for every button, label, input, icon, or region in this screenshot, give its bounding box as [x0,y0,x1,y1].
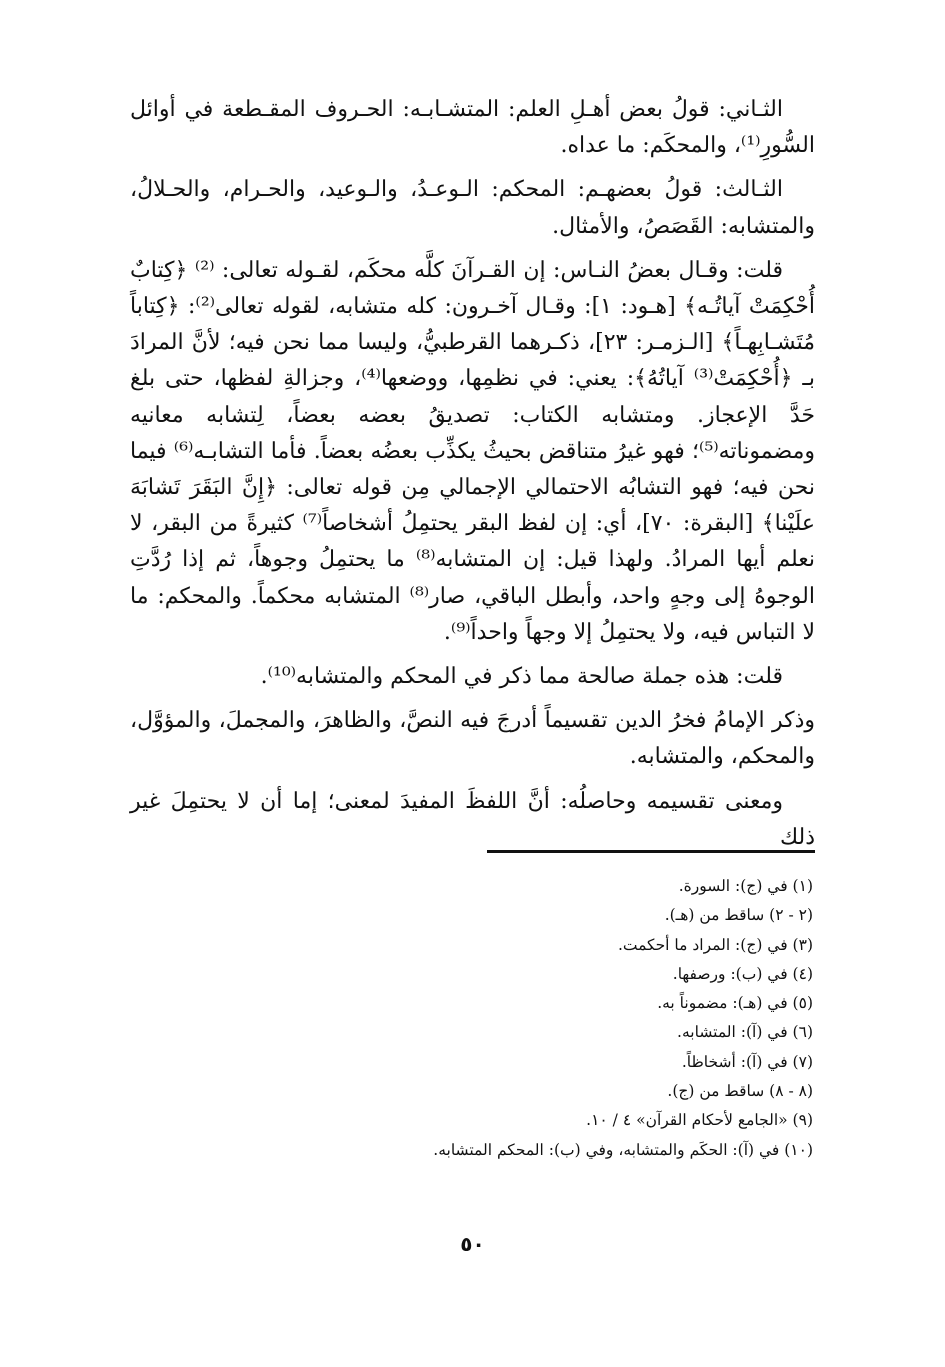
footnote-item: (٩) «الجامع لأحكام القرآن» ٤ / ١٠. [586,1111,813,1130]
footnote-item: (٨ - ٨) ساقط من (ج). [667,1082,813,1101]
footnote-separator [487,850,815,853]
paragraph-third-view: الثـالث: قولُ بعضهـم: المحكم: الـوعـدُ، والـوعيد، والحـرام، والحـلالُ، والمتشابه: القَصَصُ، والأمثال. [130,177,815,239]
main-text [130,92,815,864]
paragraph-division-meaning: ومعنى تقسيمه وحاصلُه: أنَّ اللفظَ المفيدَ لمعنى؛ إما أن لا يحتمِلَ غير ذلك [130,788,815,850]
page-number: ٥٠ [460,1232,485,1256]
footnote-item: (٧) في (آ): أشخاظاً. [681,1052,813,1071]
footnotes-list [123,872,813,1165]
footnote-item: (٣) في (ج): المراد ما أحكمت. [617,935,813,954]
footnote-item: (٦) في (آ): المتشابه. [677,1023,813,1042]
footnote-item: (٥) في (هـ): مضموناً به. [657,994,813,1013]
footnote-item: (٢ - ٢) ساقط من (هـ). [664,906,813,925]
paragraph-second-view: الثـاني: قولُ بعض أهـلِ العلم: المتشـابـه: الحـروف المقـطعة في أوائل السُّورِ⁽¹⁾، والمحكَم: ما عداه. [130,97,815,159]
paragraph-summary: قلت: هذه جملة صالحة مما ذكر في المحكم والمتشابه⁽¹⁰⁾. [260,664,783,690]
footnote-item: (١) في (ج): السورة. [678,877,813,895]
paragraph-fakhr-al-din: وذكر الإمامُ فخرُ الدين تقسيماً أدرجَ فيه النصَّ، والظاهرَ، والمجملَ، والمؤوَّل، والمحكم، والمتشابه. [130,708,815,770]
footnote-item: (١٠) في (آ): الحكَم والمتشابه، وفي (ب): المحكم المتشابه. [433,1140,813,1159]
footnote-item: (٤) في (ب): ورصفها. [672,964,813,983]
paragraph-author-comment: قلت: وقـال بعضُ النـاس: إن القـرآنَ كلَّه محكَم، لقـوله تعالى: ⁽²⁾ ﴿كِتابٌ أُحْكِمَتْ آياتُـه﴾ [هـود: ١]: وقـال آخـرون: كله متشابه، لقوله تعالى⁽²⁾: ﴿كِتاباً مُتَشـابِهـاً﴾ [الـزمـر: ٢٣]، ذكـرهما القرطبيُّ، وليسا مما نحن فيه؛ لأنَّ المرادَ بـ ﴿أُحْكِمَتْ⁽³⁾ آياتُهُ﴾: يعني: في نظمِها، ووضعها⁽⁴⁾، وجزالةِ لفظها، حتى بلغ حَدَّ الإعجاز. ومتشابه الكتاب: تصديقُ بعضه بعضاً، لِتشابه معانيه ومضموناته⁽⁵⁾؛ فهو غيرُ متناقض بحيثُ يكذِّب بعضُه بعضاً. فأما التشابـه⁽⁶⁾ فيما نحن فيه؛ فهو التشابُه الاحتمالي الإجمالي مِن قوله تعالى: ﴿إِنَّ البَقَرَ تَشابَهَ علَيْنا﴾ [البقرة: ٧٠]، أي: إن لفظ البقر يحتمِلُ أشخاصاً⁽⁷⁾ كثيرةً من البقر، لا نعلم أيها المرادُ. ولهذا قيل: إن المتشابه⁽⁸⁾ ما يحتمِلُ وجوهاً، ثم إذا رُدَّتِ الوجوهُ إلى وجهٍ واحد، وأبطل الباقي، صار⁽⁸⁾ المتشابه محكماً. والمحكم: ما لا التباس فيه، ولا يحتمِلُ إلا وجهاً واحداً⁽⁹⁾. [130,257,816,645]
